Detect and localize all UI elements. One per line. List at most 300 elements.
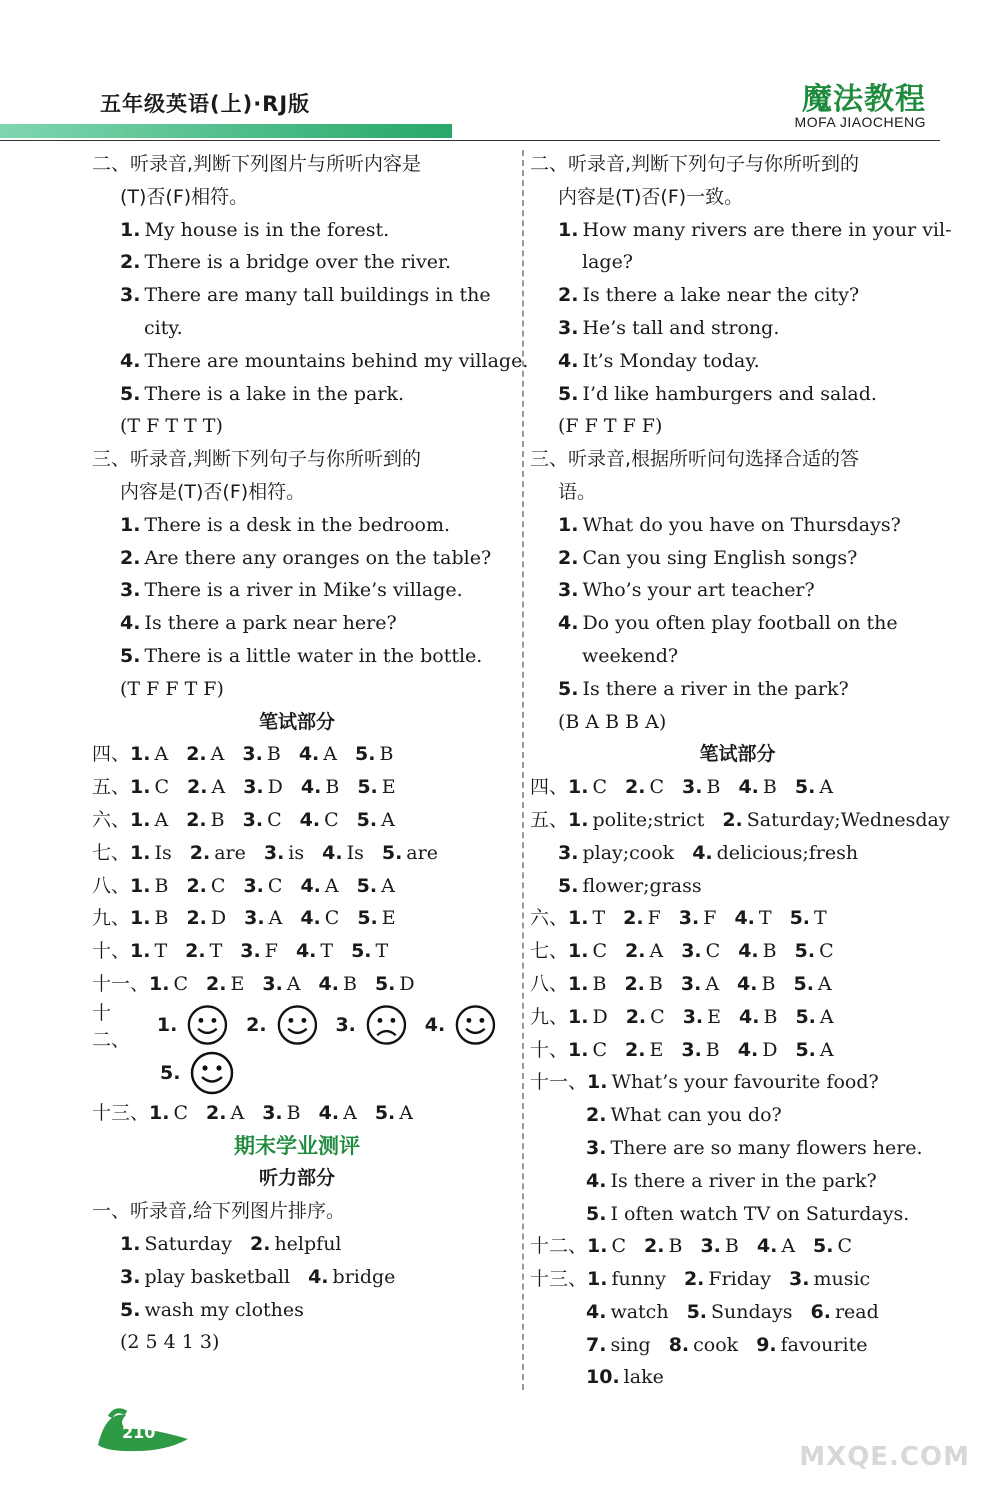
- item-number: 4.: [298, 743, 320, 766]
- item-number: 2.: [586, 1104, 607, 1127]
- answer-value: B: [705, 1038, 720, 1061]
- item-number: 4.: [424, 1013, 446, 1036]
- answer-value: T: [758, 907, 772, 930]
- answer-value: A: [230, 1101, 245, 1124]
- answer-value: funny: [611, 1268, 666, 1291]
- item-number: 5.: [794, 940, 816, 963]
- answer-value: A: [819, 776, 834, 799]
- answer-row: [530, 1034, 945, 1067]
- answer-row: [92, 935, 502, 968]
- item-number: 1.: [568, 776, 589, 799]
- row-label: 五、: [92, 776, 131, 799]
- answer-item: [319, 973, 357, 995]
- answer-item: [186, 875, 225, 897]
- answer-key: (T F T T T): [120, 415, 223, 438]
- answer-item: [684, 1268, 771, 1290]
- list-item: [530, 509, 945, 542]
- list-item: [530, 214, 952, 247]
- item-number: 5.: [558, 677, 579, 700]
- item-number: 1.: [120, 1232, 141, 1255]
- item-number: 4.: [300, 776, 322, 799]
- answer-value: play basketball: [144, 1265, 291, 1288]
- answer-value: B: [706, 776, 721, 799]
- answer-item: [739, 1006, 777, 1028]
- item-number: 5.: [558, 382, 579, 405]
- answer-row: [92, 837, 502, 870]
- item-number: 4.: [318, 972, 339, 995]
- answer-value: D: [762, 1038, 778, 1061]
- item-number: 5.: [789, 907, 811, 930]
- item-number: 4.: [295, 940, 317, 963]
- answer-item: [625, 940, 663, 962]
- item-number: 2.: [186, 743, 207, 766]
- item-number: 10.: [586, 1366, 620, 1389]
- answer-value: Is: [346, 841, 364, 864]
- answer-value: C: [210, 874, 226, 897]
- item-number: 3.: [586, 1136, 607, 1159]
- row-label: 九、: [92, 907, 131, 930]
- answer-value: E: [707, 1005, 722, 1028]
- item-number: 5.: [374, 1101, 396, 1124]
- item-number: 5.: [357, 776, 378, 799]
- answer-item: [681, 940, 720, 962]
- left-column: [92, 148, 529, 1359]
- answer-value: favourite: [780, 1333, 868, 1356]
- item-number: 5.: [357, 907, 378, 930]
- answer-item: [669, 1334, 739, 1356]
- answer-value: A: [819, 1038, 834, 1061]
- item-number: 4.: [299, 808, 321, 831]
- item-list: [530, 509, 945, 706]
- item-number: 3.: [243, 874, 264, 897]
- answer-rows: [530, 771, 945, 804]
- item-text: Is there a park near here?: [144, 612, 397, 635]
- section-title: 三、听录音,判断下列句子与你所听到的: [92, 448, 422, 471]
- answer-item: [681, 1039, 719, 1061]
- answer-value: D: [210, 907, 227, 930]
- list-item: [92, 214, 502, 247]
- section-heading: 听力部分: [258, 1167, 335, 1190]
- item-number: 1.: [149, 1101, 170, 1124]
- item-number: 5.: [356, 808, 378, 831]
- list-item: [530, 345, 945, 378]
- answer-item: [262, 1102, 300, 1124]
- answer-value: F: [647, 907, 661, 930]
- answer-value: D: [267, 776, 283, 799]
- row-label: 十一、: [92, 972, 150, 995]
- item-number: 1.: [568, 1005, 589, 1028]
- item-list: [530, 1066, 945, 1230]
- inline-line: [530, 1329, 945, 1362]
- list-item: [530, 574, 945, 607]
- list-item: [530, 640, 945, 673]
- list-item: [92, 312, 502, 345]
- item-number: 2.: [186, 907, 207, 930]
- item-number: 3.: [262, 1101, 283, 1124]
- answer-item: [130, 842, 172, 864]
- row-label: 十三、: [530, 1268, 588, 1291]
- answer-item: [301, 776, 339, 798]
- answer-value: are: [406, 841, 438, 864]
- answer-value: E: [381, 776, 396, 799]
- item-number: 1.: [130, 808, 151, 831]
- answer-value: C: [649, 776, 665, 799]
- inline-line: [530, 1361, 945, 1394]
- row-label: 十三、: [92, 1101, 150, 1124]
- list-item: [92, 574, 502, 607]
- answer-value: flower;grass: [582, 874, 702, 897]
- answer-item: [351, 940, 388, 962]
- answer-item: [187, 776, 225, 798]
- answer-item: [240, 940, 278, 962]
- answer-value: C: [650, 1005, 665, 1028]
- item-text: There are so many flowers here.: [610, 1136, 923, 1159]
- answer-item: [120, 1233, 232, 1255]
- item-number: 5.: [120, 644, 141, 667]
- item-number: 2.: [625, 776, 646, 799]
- answer-item: [149, 973, 188, 995]
- item-number: 3.: [335, 1013, 356, 1036]
- header-title: 五年级英语(上)·RJ版: [100, 92, 311, 116]
- answer-item: [185, 940, 222, 962]
- answer-item: [738, 776, 776, 798]
- answer-item: [586, 1334, 651, 1356]
- item-number: 3.: [120, 284, 141, 307]
- answer-value: T: [320, 940, 334, 963]
- item-number: 5.: [686, 1300, 708, 1323]
- answer-item: [586, 1301, 669, 1323]
- answer-item: [250, 1233, 342, 1255]
- inline-line: [92, 1228, 502, 1261]
- answer-value: play;cook: [582, 841, 675, 864]
- item-number: 1.: [120, 218, 141, 241]
- item-number: 5.: [795, 1005, 816, 1028]
- inline-answers: [530, 1263, 945, 1296]
- item-number: 3.: [680, 972, 702, 995]
- brand-subtitle: MOFA JIAOCHENG: [794, 114, 926, 130]
- item-number: 3.: [682, 1005, 704, 1028]
- answer-item: [623, 907, 661, 929]
- answer-item: [300, 809, 339, 831]
- answer-item: [813, 1235, 852, 1257]
- answer-item: [300, 907, 339, 929]
- answer-value: B: [286, 1101, 301, 1124]
- answer-rows: [92, 1097, 502, 1130]
- item-number: 5.: [586, 1202, 607, 1225]
- item-number: 3.: [240, 940, 261, 963]
- list-item: [530, 673, 945, 706]
- item-number: 1.: [568, 1038, 589, 1061]
- answer-value: A: [649, 940, 664, 963]
- item-number: 1.: [149, 972, 170, 995]
- answer-item: [568, 776, 607, 798]
- section-title: 语。: [558, 480, 597, 503]
- item-text: What can you do?: [610, 1104, 782, 1127]
- answer-item: [299, 743, 337, 765]
- answer-value: A: [817, 972, 832, 995]
- row-label: 九、: [530, 1005, 569, 1028]
- item-number: 2.: [623, 907, 644, 930]
- answer-item: [243, 776, 283, 798]
- item-number: 2.: [187, 776, 208, 799]
- answer-item: [130, 940, 167, 962]
- item-number: 3.: [678, 907, 700, 930]
- list-item: [92, 640, 502, 673]
- list-item: [92, 542, 502, 575]
- answer-value: T: [814, 907, 827, 930]
- answer-value: A: [324, 874, 339, 897]
- answer-value: B: [648, 972, 663, 995]
- item-number: 5.: [374, 972, 396, 995]
- answer-value: Friday: [708, 1268, 771, 1291]
- answer-value: C: [705, 940, 721, 963]
- answer-value: B: [762, 776, 777, 799]
- answer-value: A: [286, 972, 301, 995]
- item-text: lage?: [582, 251, 633, 274]
- item-number: 4.: [738, 776, 759, 799]
- item-list: [530, 214, 952, 411]
- item-number: 2.: [558, 546, 579, 569]
- item-number: 2.: [558, 284, 579, 307]
- answer-item: [625, 776, 664, 798]
- item-number: 5.: [356, 874, 378, 897]
- row-label: 八、: [92, 874, 131, 897]
- answer-item: [130, 875, 168, 897]
- answer-value: C: [324, 808, 339, 831]
- answer-item: [130, 776, 169, 798]
- list-item: [92, 279, 502, 312]
- item-number: 5.: [351, 940, 372, 963]
- item-number: 3.: [262, 972, 283, 995]
- answer-item: [357, 776, 395, 798]
- item-number: 1.: [130, 907, 151, 930]
- answer-item: [357, 875, 395, 897]
- smiley-answer-row: [92, 1001, 502, 1049]
- answer-value: T: [592, 907, 606, 930]
- item-number: 4.: [737, 1038, 759, 1061]
- answer-value: B: [592, 972, 607, 995]
- item-number: 1.: [558, 218, 579, 241]
- answer-row: [92, 804, 502, 837]
- answer-item: [308, 1266, 395, 1288]
- answer-value: C: [592, 776, 608, 799]
- answer-value: T: [209, 940, 223, 963]
- item-number: 2.: [206, 972, 227, 995]
- item-number: 1.: [130, 776, 151, 799]
- item-number: 3.: [120, 1265, 141, 1288]
- smiley-answer-row: [92, 1049, 502, 1097]
- section-heading: 笔试部分: [258, 710, 335, 733]
- item-list: [92, 509, 502, 673]
- answer-value: A: [210, 743, 225, 766]
- item-number: 4.: [586, 1300, 607, 1323]
- inline-line: [530, 1296, 945, 1329]
- item-text: weekend?: [582, 644, 679, 667]
- header-rule: [0, 140, 940, 141]
- item-text: city.: [144, 316, 183, 339]
- answer-value: C: [819, 940, 834, 963]
- answer-item: [568, 1039, 607, 1061]
- list-item: [530, 378, 945, 411]
- answer-item: [243, 809, 282, 831]
- answer-item: [722, 809, 949, 831]
- section-heading: 笔试部分: [699, 743, 776, 766]
- answer-row: [92, 902, 502, 935]
- row-label: 四、: [92, 743, 131, 766]
- answer-value: A: [781, 1235, 796, 1258]
- inline-answers: [530, 1361, 945, 1394]
- list-item: [530, 607, 945, 640]
- answer-value: E: [649, 1038, 664, 1061]
- inline-answers: [530, 1329, 945, 1362]
- answer-item: [568, 1006, 608, 1028]
- answer-item: [738, 1039, 778, 1061]
- answer-item: [186, 809, 224, 831]
- answer-value: read: [834, 1300, 879, 1323]
- list-item: [530, 1066, 945, 1099]
- item-number: 4.: [322, 841, 343, 864]
- answer-item: [687, 1301, 793, 1323]
- item-number: 4.: [692, 841, 713, 864]
- inline-line: [530, 804, 950, 837]
- answer-item: [795, 1006, 833, 1028]
- item-number: 3.: [682, 776, 703, 799]
- answer-key: (F F T F F): [558, 415, 663, 438]
- answer-item: [568, 907, 605, 929]
- answer-value: A: [381, 808, 395, 831]
- answer-item: [130, 743, 168, 765]
- answer-row: [92, 771, 502, 804]
- item-number: 2.: [189, 841, 211, 864]
- answer-item: [300, 875, 338, 897]
- answer-item: [756, 1334, 867, 1356]
- sad-face-icon: [366, 1003, 407, 1047]
- section-title: 二、听录音,判断下列图片与所听内容是: [92, 153, 422, 175]
- item-text: My house is in the forest.: [144, 218, 390, 241]
- item-number: 4.: [739, 1005, 760, 1028]
- item-number: 5.: [381, 841, 403, 864]
- item-number: 4.: [120, 349, 141, 372]
- answer-item: [681, 973, 719, 995]
- item-number: 9.: [756, 1333, 777, 1356]
- item-number: 3.: [558, 316, 579, 339]
- answer-item: [190, 842, 246, 864]
- item-number: 3.: [788, 1268, 810, 1291]
- answer-item: [738, 940, 776, 962]
- answer-item: [558, 842, 674, 864]
- list-item: [530, 1132, 945, 1165]
- item-text: How many rivers are there in your vil-: [582, 218, 952, 241]
- answer-value: T: [375, 940, 389, 963]
- row-label: 四、: [530, 776, 569, 799]
- row-label: 七、: [530, 940, 569, 963]
- item-text: There is a lake in the park.: [144, 382, 405, 405]
- answer-key: (T F F T F): [120, 677, 224, 700]
- header-band: [0, 124, 452, 138]
- list-item: [92, 509, 502, 542]
- item-number: 4.: [120, 612, 141, 635]
- answer-value: C: [611, 1235, 627, 1258]
- item-text: It’s Monday today.: [582, 349, 760, 372]
- item-number: 1.: [120, 513, 141, 536]
- item-number: 2.: [249, 1232, 271, 1255]
- answer-value: B: [379, 743, 394, 766]
- item-number: 3.: [558, 579, 579, 602]
- answer-value: C: [592, 1038, 608, 1061]
- answer-row: [530, 1001, 945, 1034]
- item-number: 4.: [586, 1169, 607, 1192]
- list-item: [92, 378, 502, 411]
- item-number: 2.: [120, 251, 141, 274]
- answer-item: [789, 1268, 870, 1290]
- item-number: 2.: [246, 1013, 267, 1036]
- item-number: 2.: [185, 940, 206, 963]
- row-label: 六、: [530, 907, 569, 930]
- answer-row: [92, 1097, 502, 1130]
- section-title: 内容是(T)否(F)相符。: [120, 480, 306, 503]
- answer-item: [568, 940, 607, 962]
- answer-item: [737, 973, 775, 995]
- answer-item: [130, 907, 168, 929]
- answer-item: [262, 973, 300, 995]
- item-number: 5.: [120, 1298, 141, 1321]
- answer-value: B: [761, 972, 776, 995]
- answer-value: Sundays: [711, 1300, 793, 1323]
- answer-key: (2 5 4 1 3): [120, 1331, 220, 1354]
- item-number: 5.: [120, 382, 141, 405]
- list-item: [530, 1165, 945, 1198]
- row-label: 十、: [92, 940, 131, 963]
- inline-line: [92, 1261, 502, 1294]
- list-item: [92, 345, 529, 378]
- inline-line: [530, 870, 945, 903]
- item-list: [92, 214, 529, 411]
- item-number: 4.: [558, 349, 579, 372]
- item-number: 3.: [681, 1038, 702, 1061]
- answer-row: [530, 935, 945, 968]
- item-number: 1.: [130, 743, 151, 766]
- answer-row: [530, 902, 945, 935]
- answer-value: A: [399, 1101, 413, 1124]
- answer-value: A: [381, 874, 395, 897]
- answer-item: [375, 973, 415, 995]
- answer-item: [322, 842, 364, 864]
- item-number: 1.: [568, 940, 589, 963]
- list-item: [530, 246, 945, 279]
- right-column: [530, 148, 952, 1394]
- list-item: [530, 542, 945, 575]
- item-number: 3.: [242, 743, 263, 766]
- item-text: Is there a river in the park?: [610, 1169, 877, 1192]
- section-title: 三、听录音,根据所听问句选择合适的答: [530, 448, 860, 471]
- item-text: There is a river in Mike’s village.: [144, 579, 463, 602]
- item-text: Is there a lake near the city?: [582, 284, 860, 307]
- list-item: [530, 279, 945, 312]
- item-text: What’s your favourite food?: [611, 1071, 879, 1094]
- answer-item: [795, 940, 834, 962]
- answer-value: D: [592, 1005, 608, 1028]
- answer-item: [375, 1102, 413, 1124]
- item-number: 4.: [558, 612, 579, 635]
- answer-rows: [92, 738, 502, 1000]
- item-number: 2.: [722, 808, 743, 831]
- section-title: 内容是(T)否(F)一致。: [558, 185, 744, 208]
- item-number: 1.: [156, 1013, 178, 1036]
- item-number: 8.: [668, 1333, 690, 1356]
- answer-value: C: [154, 776, 170, 799]
- item-number: 4.: [738, 940, 759, 963]
- item-number: 3.: [242, 808, 264, 831]
